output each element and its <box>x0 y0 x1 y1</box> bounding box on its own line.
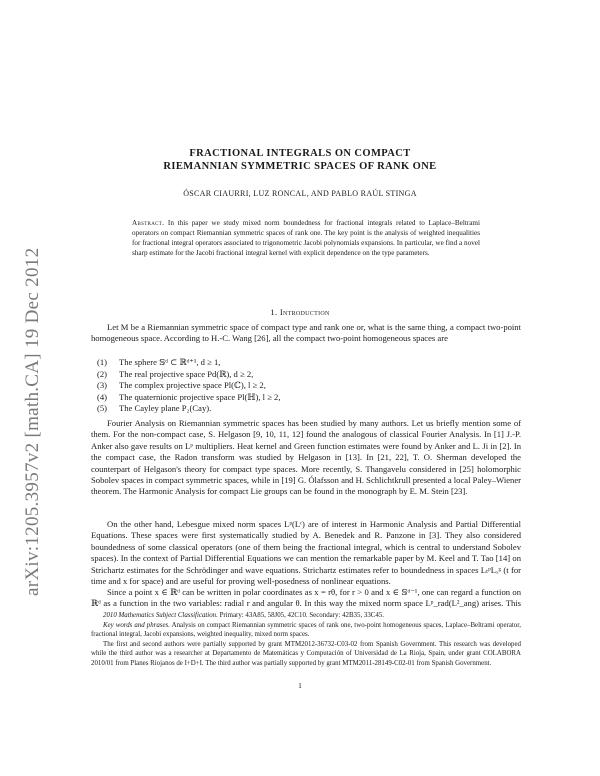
abstract <box>132 219 480 259</box>
list-item: (1) The sphere 𝕊ᵈ ⊂ ℝᵈ⁺¹, d ≥ 1, <box>97 357 221 367</box>
list-item: (4) The quaternionic projective space Pl(ℍ), l ≥ 2, <box>97 391 281 402</box>
paper-title-line-2: RIEMANNIAN SYMMETRIC SPACES OF RANK ONE <box>163 161 437 172</box>
list-item: (5) The Cayley plane P₂(Cay). <box>97 403 212 413</box>
arxiv-sidebar-stamp: arXiv:1205.3957v2 [math.CA] 19 Dec 2012 <box>22 247 43 596</box>
fourier-analysis-paragraph: Fourier Analysis on Riemannian symmetric spaces has been studied by many authors. Let us briefly mention some of them. For the non-compact case, S. Helgason [9, 10, 11, 12] found the analogous of classical Fourier Analysis. In [1] J.-P. Anker also gave results on Lᵖ multipliers. Heat kernel and Green function estimates were found by Anker and L. Ji in [2]. In the compact case, the Radon transform was studied by Helgason in [13]. In [21, 22], T. O. Sherman developed the counterpart of Helgason's theory for compact type spaces. More recently, S. Thangavelu considered in [25] holomorphic Sobolev spaces in compact symmetric spaces, while in [19] G. Ólafsson and H. Schlichtkrull presented a local Paley–Wiener theorem. The Harmonic Analysis for compact Lie groups can be found in the monograph by E. M. Stein [23]. <box>91 418 521 497</box>
list-item: (3) The complex projective space Pl(ℂ), l ≥ 2, <box>97 380 266 390</box>
abstract-label: Abstract. <box>132 219 165 227</box>
list-item: (2) The real projective space Pd(ℝ), d ≥ 2, <box>97 368 254 379</box>
footnote-keywords: Key words and phrases. Analysis on compact Riemannian symmetric spaces of rank one, two-point homogeneous spaces, Laplace–Beltrami operator, fractional integral, Jacobi expansions, weighted inequality, mixed norm spaces. <box>91 621 521 639</box>
section-heading-introduction: 1. Introduction <box>270 307 330 317</box>
polar-coordinates-paragraph: Since a point x ∈ ℝᵈ can be written in polar coordinates as x = rθ, for r > 0 and x ∈ 𝕊ᵈ⁻¹, one can regard a function on ℝᵈ as a function in the two variables: radial r and angular θ. In this way the mixed norm space Lᵖ_rad(L²_ang) arises. This <box>91 587 521 609</box>
footnote-msc: 2010 Mathematics Subject Classification. Primary: 43A85, 58J05, 42C10. Secondary: 42B35, 33C45. <box>103 612 384 619</box>
page-number: 1 <box>298 681 302 690</box>
intro-paragraph: Let M be a Riemannian symmetric space of compact type and rank one or, what is the same thing, a compact two-point homogeneous space. According to H.-C. Wang [26], all the compact two-point homogeneous spaces are <box>91 322 521 344</box>
footnotes <box>91 611 521 669</box>
abstract-text: In this paper we study mixed norm boundedness for fractional integrals related to Laplace–Beltrami operators on compact Riemannian symmetric spaces of rank one. The key point is the analysis of weighted inequalities for fractional integral operators associated to trigonometric Jacobi polynomials expansions. In particular, we find a novel sharp estimate for the Jacobi fractional integral kernel with explicit dependence on the type parameters. <box>132 219 480 257</box>
mixed-norm-paragraph: On the other hand, Lebesgue mixed norm spaces Lᵖ(Lʳ) are of interest in Harmonic Analysis and Partial Differential Equations. These spaces were first systematically studied by A. Benedek and R. Panzone in [3]. They also considered boundedness of some classical operators (one of them being the fractional integral, which is central to understand Sobolev spaces). In the context of Partial Differential Equations we can mention the remarkable paper by M. Keel and T. Tao [14] on Strichartz estimates for the Schrödinger and wave equations. Strichartz estimates refer to boundedness in spaces LₜᵖLₓᵍ (t for time and x for space) and are useful for proving well-posedness of nonlinear equations. <box>91 519 521 587</box>
paper-authors: ÓSCAR CIAURRI, LUZ RONCAL, AND PABLO RAÚL STINGA <box>183 189 417 198</box>
paper-title-line-1: FRACTIONAL INTEGRALS ON COMPACT <box>189 148 411 159</box>
footnote-grants: The first and second authors were partially supported by grant MTM2012-36732-C03-02 from Spanish Government. This research was developed while the third author was a researcher at Departamento de Matemáticas y Computación of Universidad de La Rioja, Spain, under grant COLABORA 2010/01 from Planes Riojanos de I+D+I. The third author was partially supported by grant MTM2011-28149-C02-01 from Spanish Government. <box>91 640 521 667</box>
compact-spaces-list <box>97 357 497 415</box>
